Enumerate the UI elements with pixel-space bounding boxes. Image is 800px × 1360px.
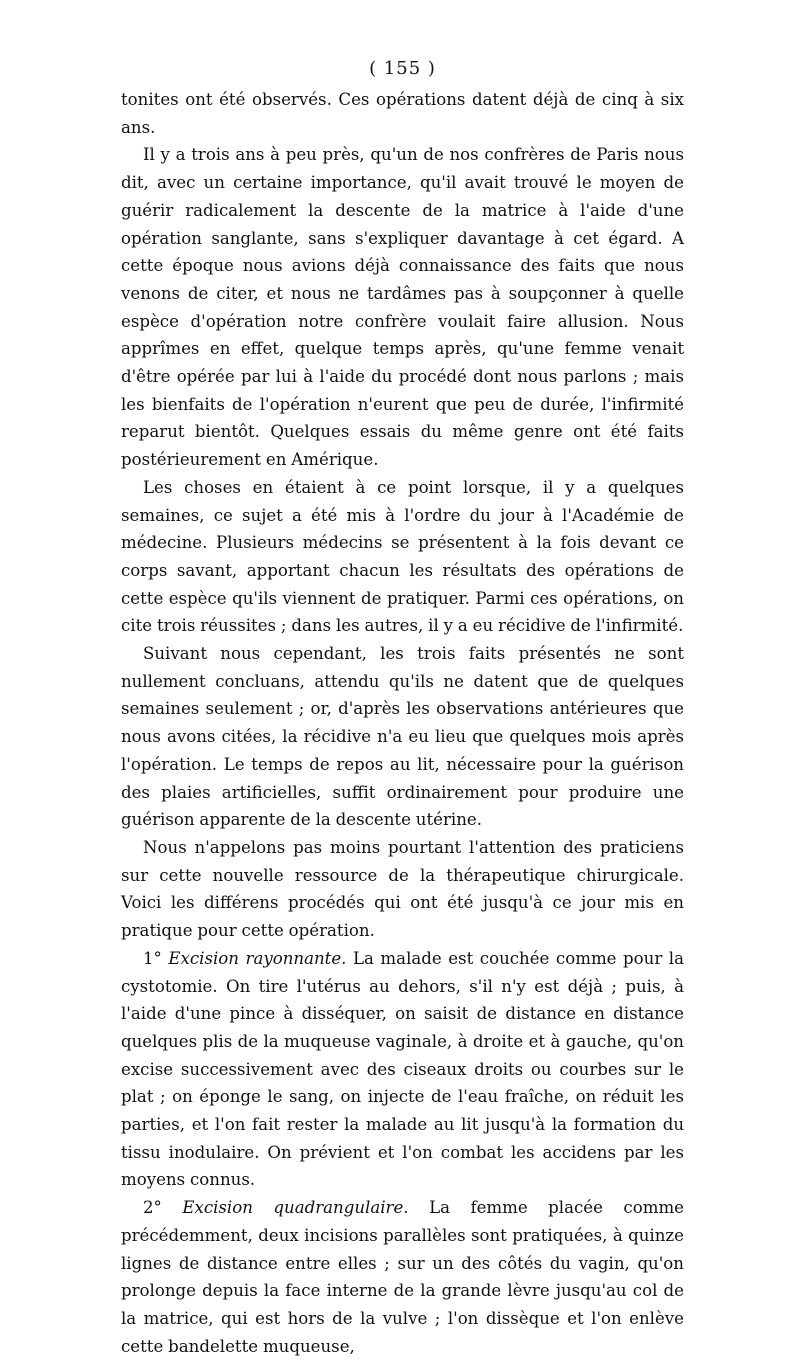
section-number-1: 1° <box>143 948 162 968</box>
paragraph-7-text: La femme placée comme précédemment, deux incisions parallèles sont pratiquées, à quinze lignes de distance entre elles ; sur un des côtés du vagin, qu'on prolonge depuis la face interne de la grande lèvre jusqu'au col de la matrice, qui est hors de la vulve ; l'on dissèque et l'on enlève cette bandelette muqueuse, <box>121 1198 684 1356</box>
paragraph-4-text: Suivant nous cependant, les trois faits présentés ne sont nullement concluans, attendu qu'ils ne datent que de quelques semaines seulement ; or, d'après les observations antérieures que nous avons citées, la récidive n'a eu lieu que quelques mois après l'opération. Le temps de repos au lit, nécessaire pour la guérison des plaies artificielles, suffit ordinairement pour produire une guérison apparente de la descente utérine. <box>121 644 684 830</box>
paragraph-6-text: La malade est couchée comme pour la cystotomie. On tire l'utérus au dehors, s'il n'y est déjà ; puis, à l'aide d'une pince à disséquer, on saisit de distance en distance quelques plis de la muqueuse vaginale, à droite et à gauche, qu'on excise successivement avec des ciseaux droits ou courbes sur le plat ; on éponge le sang, on injecte de l'eau fraîche, on réduit les parties, et l'on fait rester la malade au lit jusqu'à la formation du tissu inodulaire. On prévient et l'on combat les accidens par les moyens connus. <box>121 948 685 1190</box>
paragraph-6 <box>121 945 684 1194</box>
section-number-2: 2° <box>143 1198 162 1218</box>
paragraph-1-text: tonites ont été observés. Ces opérations datent déjà de cinq à six ans. <box>121 90 684 137</box>
paragraph-5 <box>121 834 684 945</box>
section-heading-2: Excision quadrangulaire. <box>182 1198 409 1218</box>
page-number: ( 155 ) <box>369 58 436 79</box>
paragraph-1 <box>121 86 684 141</box>
paragraph-2-text: Il y a trois ans à peu près, qu'un de nos confrères de Paris nous dit, avec un certaine importance, qu'il avait trouvé le moyen de guérir radicalement la descente de la matrice à l'aide d'une opération sanglante, sans s'expliquer davantage à cet égard. A cette époque nous avions déjà connaissance des faits que nous venons de citer, et nous ne tardâmes pas à soupçonner à quelle espèce d'opération notre confrère voulait faire allusion. Nous apprîmes en effet, quelque temps après, qu'une femme venait d'être opérée par lui à l'aide du procédé dont nous parlons ; mais les bienfaits de l'opération n'eurent que peu de durée, l'infirmité reparut bientôt. Quelques essais du même genre ont été faits postérieurement en Amérique. <box>121 145 684 470</box>
book-page <box>121 58 684 1360</box>
paragraph-3-text: Les choses en étaient à ce point lorsque, il y a quelques semaines, ce sujet a été mis à l'ordre du jour à l'Académie de médecine. Plusieurs médecins se présentent à la fois devant ce corps savant, apportant chacun les résultats des opérations de cette espèce qu'ils viennent de pratiquer. Parmi ces opérations, on cite trois réussites ; dans les autres, il y a eu récidive de l'infirmité. <box>121 477 684 636</box>
paragraph-3 <box>121 474 684 640</box>
paragraph-5-text: Nous n'appelons pas moins pourtant l'attention des praticiens sur cette nouvelle ressource de la thérapeutique chirurgicale. Voici les différens procédés qui ont été jusqu'à ce jour mis en pratique pour cette opération. <box>121 837 684 941</box>
paragraph-7 <box>121 1194 684 1360</box>
section-heading-1: Excision rayonnante. <box>168 948 347 968</box>
paragraph-4 <box>121 640 684 834</box>
paragraph-2 <box>121 141 684 473</box>
